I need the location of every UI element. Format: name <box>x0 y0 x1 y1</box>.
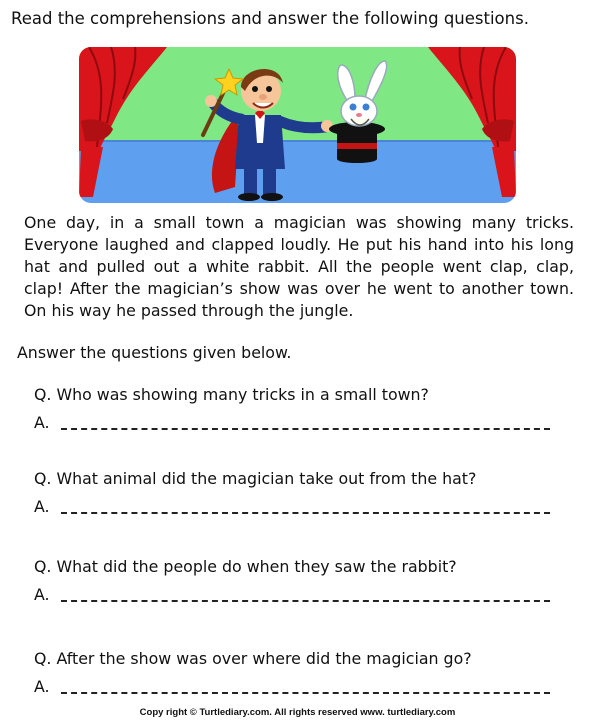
copyright-footer: Copy right © Turtlediary.com. All rights reserved www. turtlediary.com <box>139 707 456 718</box>
answer-line-4[interactable] <box>34 676 550 698</box>
answer-prefix: A. <box>34 677 50 696</box>
story-paragraph: One day, in a small town a magician was showing many tricks. Everyone laughed and clapped loudly. He put his hand into his long hat and pulled out a white rabbit. All the people went clap, clap, clap! After the magician’s show was over he went to another town. On his way he passed through the jungle. <box>24 213 574 320</box>
answer-prefix: A. <box>34 585 50 604</box>
question-2: Q. What animal did the magician take out from the hat? <box>34 469 477 488</box>
answer-blank[interactable] <box>61 600 550 602</box>
answer-blank[interactable] <box>61 428 550 430</box>
question-4: Q. After the show was over where did the magician go? <box>34 649 472 668</box>
question-1: Q. Who was showing many tricks in a small town? <box>34 385 429 404</box>
answer-blank[interactable] <box>61 512 550 514</box>
answer-line-2[interactable] <box>34 496 550 518</box>
answer-prefix: A. <box>34 413 50 432</box>
top-hat-icon <box>329 122 385 163</box>
question-3: Q. What did the people do when they saw the rabbit? <box>34 557 457 576</box>
answer-prefix: A. <box>34 497 50 516</box>
answer-line-3[interactable] <box>34 584 550 606</box>
magician-illustration <box>79 47 516 203</box>
worksheet-heading: Read the comprehensions and answer the following questions. <box>11 9 529 28</box>
answer-instruction: Answer the questions given below. <box>17 343 292 362</box>
answer-line-1[interactable] <box>34 412 550 434</box>
answer-blank[interactable] <box>61 692 550 694</box>
